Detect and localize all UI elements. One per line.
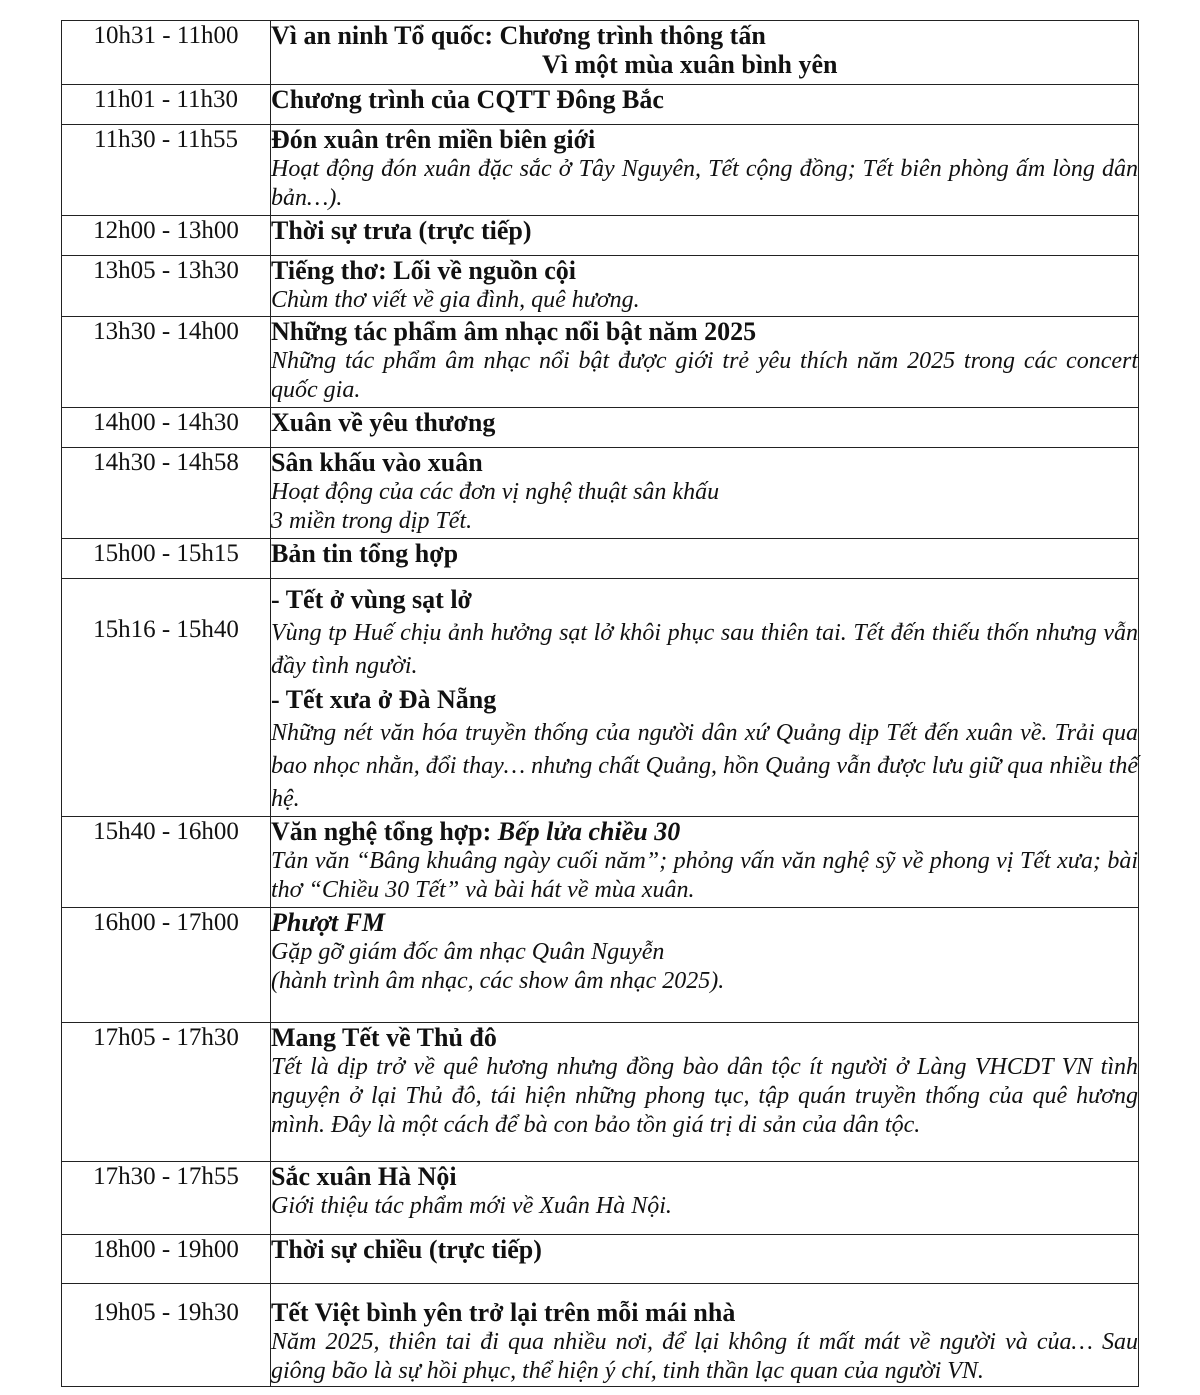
table-row (62, 21, 1139, 85)
segment-description: Vùng tp Huế chịu ảnh hưởng sạt lở khôi phục sau thiên tai. Tết đến thiếu thốn nhưng vẫn đầy tình người. (271, 620, 1138, 679)
program-description: Hoạt động đón xuân đặc sắc ở Tây Nguyên, Tết cộng đồng; Tết biên phòng ấm lòng dân bản…). (271, 156, 1138, 211)
program-cell (271, 1023, 1139, 1162)
program-subtitle: Vì một mùa xuân bình yên (542, 50, 838, 79)
program-description: Chùm thơ viết về gia đình, quê hương. (271, 287, 640, 313)
segment-title: - Tết xưa ở Đà Nẵng (271, 685, 497, 714)
program-cell (271, 1162, 1139, 1235)
time-cell: 15h16 - 15h40 (62, 579, 271, 817)
program-cell (271, 125, 1139, 216)
program-title-plain: Văn nghệ tổng hợp: (271, 817, 498, 846)
program-description-line: (hành trình âm nhạc, các show âm nhạc 2025). (271, 968, 725, 994)
table-row (62, 448, 1139, 539)
table-row (62, 908, 1139, 1023)
table-row (62, 817, 1139, 908)
program-cell (271, 448, 1139, 539)
time-cell: 12h00 - 13h00 (62, 216, 271, 256)
table-row (62, 408, 1139, 448)
program-title (271, 817, 1138, 847)
segment-description: Những nét văn hóa truyền thống của người dân xứ Quảng dịp Tết đến xuân về. Trải qua bao nhọc nhằn, đổi thay… nhưng chất Quảng, hồn Quảng vẫn được lưu giữ qua nhiều thế hệ. (271, 720, 1138, 812)
program-title: Chương trình của CQTT Đông Bắc (271, 85, 664, 114)
program-title: Thời sự chiều (trực tiếp) (271, 1235, 542, 1264)
table-row (62, 85, 1139, 125)
time-cell: 14h00 - 14h30 (62, 408, 271, 448)
program-cell (271, 1284, 1139, 1387)
program-description: Giới thiệu tác phẩm mới về Xuân Hà Nội. (271, 1193, 672, 1219)
program-title: Sắc xuân Hà Nội (271, 1162, 457, 1191)
program-title: Mang Tết về Thủ đô (271, 1023, 497, 1052)
program-cell (271, 908, 1139, 1023)
program-title-italic: Bếp lửa chiều 30 (497, 817, 681, 846)
table-row (62, 1162, 1139, 1235)
program-title: Thời sự trưa (trực tiếp) (271, 216, 532, 245)
program-title (271, 908, 1138, 938)
time-cell: 15h40 - 16h00 (62, 817, 271, 908)
table-row (62, 1235, 1139, 1284)
program-cell (271, 817, 1139, 908)
program-title: Tiếng thơ: Lối về nguồn cội (271, 256, 577, 285)
table-row (62, 216, 1139, 256)
program-cell (271, 256, 1139, 317)
program-title: Bản tin tổng hợp (271, 539, 459, 568)
program-title: Đón xuân trên miền biên giới (271, 125, 596, 154)
segment-title: - Tết ở vùng sạt lở (271, 585, 472, 614)
time-cell: 14h30 - 14h58 (62, 448, 271, 539)
program-cell (271, 317, 1139, 408)
table-row (62, 1284, 1139, 1387)
program-description-line: Hoạt động của các đơn vị nghệ thuật sân khấu (271, 479, 720, 505)
program-title: Tết Việt bình yên trở lại trên mỗi mái nhà (271, 1298, 736, 1327)
program-cell (271, 216, 1139, 256)
program-title: Vì an ninh Tổ quốc: Chương trình thông tấn (271, 21, 766, 50)
program-description: Năm 2025, thiên tai đi qua nhiều nơi, để lại không ít mất mát về người và của… Sau giông bão là sự hồi phục, thể hiện ý chí, tinh thần lạc quan của người VN. (271, 1329, 1138, 1384)
program-cell (271, 85, 1139, 125)
table-row (62, 317, 1139, 408)
time-cell: 16h00 - 17h00 (62, 908, 271, 1023)
time-cell: 10h31 - 11h00 (62, 21, 271, 85)
program-description-line: Gặp gỡ giám đốc âm nhạc Quân Nguyễn (271, 939, 665, 965)
program-cell (271, 579, 1139, 817)
program-title: Sân khấu vào xuân (271, 448, 483, 477)
program-cell (271, 539, 1139, 579)
table-row (62, 125, 1139, 216)
program-description: Những tác phẩm âm nhạc nổi bật được giới trẻ yêu thích năm 2025 trong các concert quốc gia. (271, 348, 1138, 403)
program-cell (271, 1235, 1139, 1284)
program-cell (271, 21, 1139, 85)
time-cell: 13h30 - 14h00 (62, 317, 271, 408)
program-description-line: 3 miền trong dịp Tết. (271, 508, 473, 534)
program-cell (271, 408, 1139, 448)
table-row (62, 579, 1139, 817)
table-row (62, 539, 1139, 579)
time-cell: 17h30 - 17h55 (62, 1162, 271, 1235)
program-description: Tết là dịp trở về quê hương nhưng đồng bào dân tộc ít người ở Làng VHCDT VN tình nguyện ở lại Thủ đô, tái hiện những phong tục, tập quán truyền thống của quê hương mình. Đây là một cách để bà con bảo tồn giá trị di sản của dân tộc. (271, 1054, 1138, 1138)
program-title: Xuân về yêu thương (271, 408, 496, 437)
table-row (62, 256, 1139, 317)
program-description: Tản văn “Bâng khuâng ngày cuối năm”; phỏng vấn văn nghệ sỹ về phong vị Tết xưa; bài thơ “Chiều 30 Tết” và bài hát về mùa xuân. (271, 848, 1138, 903)
time-cell: 18h00 - 19h00 (62, 1235, 271, 1284)
program-title-italic: Phượt FM (271, 908, 386, 937)
time-cell: 15h00 - 15h15 (62, 539, 271, 579)
time-cell: 11h01 - 11h30 (62, 85, 271, 125)
table-row (62, 1023, 1139, 1162)
time-cell: 11h30 - 11h55 (62, 125, 271, 216)
time-cell: 17h05 - 17h30 (62, 1023, 271, 1162)
time-cell: 19h05 - 19h30 (62, 1284, 271, 1387)
schedule-table (61, 20, 1139, 1387)
time-cell: 13h05 - 13h30 (62, 256, 271, 317)
program-title: Những tác phẩm âm nhạc nổi bật năm 2025 (271, 317, 757, 346)
